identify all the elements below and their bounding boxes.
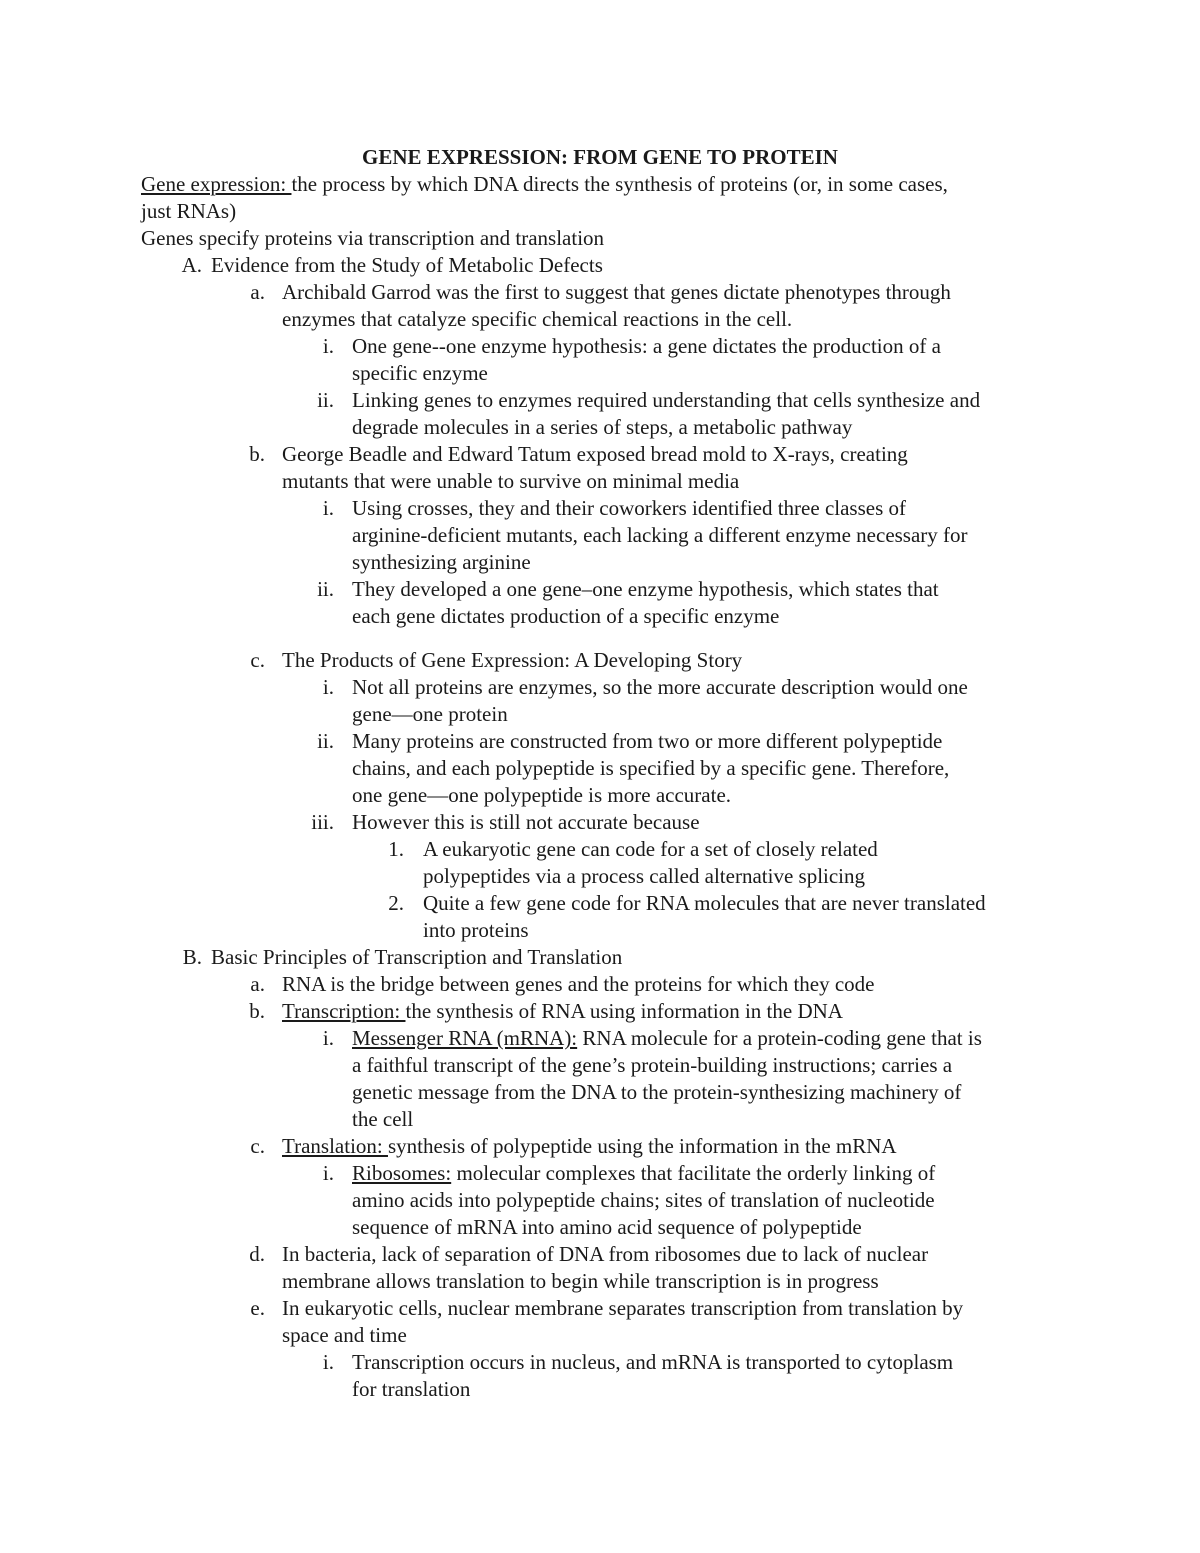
b-e-marker: e.: [250, 1296, 265, 1320]
a-c-iii-marker: iii.: [311, 810, 334, 834]
a-a-i-line2: specific enzyme: [352, 361, 488, 385]
b-e-i-line2: for translation: [352, 1377, 471, 1401]
a-c-iii-2-line2: into proteins: [423, 918, 529, 942]
b-c-i-def: molecular complexes that facilitate the orderly linking of: [451, 1161, 936, 1185]
b-b-i-line2: a faithful transcript of the gene’s protein-building instructions; carries a: [352, 1053, 953, 1077]
b-b-marker: b.: [249, 999, 265, 1023]
b-c-def: synthesis of polypeptide using the information in the mRNA: [387, 1134, 897, 1158]
a-c-marker: c.: [250, 648, 265, 672]
b-b-i-line1: [352, 1025, 982, 1052]
b-a-marker: a.: [250, 972, 265, 996]
b-b-i-line4: the cell: [352, 1107, 414, 1131]
a-b-marker: b.: [249, 442, 265, 466]
a-b-line2: mutants that were unable to survive on minimal media: [282, 469, 740, 493]
b-e-line2: space and time: [282, 1323, 407, 1347]
a-a-ii-line2: degrade molecules in a series of steps, a metabolic pathway: [352, 415, 853, 439]
a-c-iii-2-marker: 2.: [388, 891, 404, 915]
a-c-i-line2: gene—one protein: [352, 702, 508, 726]
a-c-iii-line1: However this is still not accurate because: [352, 810, 700, 834]
a-a-i-line1: One gene--one enzyme hypothesis: a gene dictates the production of a: [352, 334, 941, 358]
b-e-i-line1: Transcription occurs in nucleus, and mRNA is transported to cytoplasm: [352, 1350, 954, 1374]
a-c-ii-line1: Many proteins are constructed from two or more different polypeptide: [352, 729, 943, 753]
page-title: GENE EXPRESSION: FROM GENE TO PROTEIN: [362, 145, 838, 169]
b-b-i-line3: genetic message from the DNA to the protein-synthesizing machinery of: [352, 1080, 962, 1104]
a-a-ii-line1: Linking genes to enzymes required understanding that cells synthesize and: [352, 388, 981, 412]
b-c-term: Translation:: [282, 1134, 388, 1158]
a-b-i-line2: arginine-deficient mutants, each lacking a different enzyme necessary for: [352, 523, 968, 547]
section-b-heading: Basic Principles of Transcription and Translation: [211, 945, 623, 969]
a-c-i-marker: i.: [322, 675, 334, 699]
b-d-marker: d.: [249, 1242, 265, 1266]
a-a-ii-marker: ii.: [317, 388, 334, 412]
a-c-iii-1-line2: polypeptides via a process called alternative splicing: [423, 864, 866, 888]
b-b-i-marker: i.: [322, 1026, 334, 1050]
intro-term: Gene expression:: [141, 172, 292, 196]
b-c-i-marker: i.: [322, 1161, 334, 1185]
b-b-term: Transcription:: [282, 999, 406, 1023]
b-b-line1: [282, 998, 843, 1025]
a-b-i-marker: i.: [322, 496, 334, 520]
b-d-line1: In bacteria, lack of separation of DNA from ribosomes due to lack of nuclear: [282, 1242, 929, 1266]
b-c-i-line1: [352, 1160, 935, 1187]
b-a-line1: RNA is the bridge between genes and the proteins for which they code: [282, 972, 875, 996]
a-a-marker: a.: [250, 280, 265, 304]
a-c-iii-1-line1: A eukaryotic gene can code for a set of closely related: [423, 837, 878, 861]
a-b-i-line3: synthesizing arginine: [352, 550, 531, 574]
section-a-heading: Evidence from the Study of Metabolic Defects: [211, 253, 603, 277]
a-b-line1: George Beadle and Edward Tatum exposed bread mold to X-rays, creating: [282, 442, 908, 466]
a-a-i-marker: i.: [322, 334, 334, 358]
a-c-ii-line3: one gene—one polypeptide is more accurate.: [352, 783, 732, 807]
a-c-i-line1: Not all proteins are enzymes, so the more accurate description would one: [352, 675, 968, 699]
intro-definition: [141, 171, 948, 198]
a-a-line1: Archibald Garrod was the first to suggest that genes dictate phenotypes through: [282, 280, 951, 304]
section-b-marker: B.: [182, 945, 202, 969]
a-b-ii-line1: They developed a one gene–one enzyme hypothesis, which states that: [352, 577, 939, 601]
a-c-iii-2-line1: Quite a few gene code for RNA molecules that are never translated: [423, 891, 986, 915]
b-c-i-line3: sequence of mRNA into amino acid sequence of polypeptide: [352, 1215, 862, 1239]
a-a-line2: enzymes that catalyze specific chemical reactions in the cell.: [282, 307, 793, 331]
a-b-ii-marker: ii.: [317, 577, 334, 601]
a-b-ii-line2: each gene dictates production of a specific enzyme: [352, 604, 780, 628]
a-c-ii-marker: ii.: [317, 729, 334, 753]
a-c-iii-1-marker: 1.: [388, 837, 404, 861]
b-c-i-line2: amino acids into polypeptide chains; sites of translation of nucleotide: [352, 1188, 935, 1212]
b-b-i-def: RNA molecule for a protein-coding gene that is: [577, 1026, 982, 1050]
b-b-i-term: Messenger RNA (mRNA):: [352, 1026, 578, 1050]
section-a-marker: A.: [181, 253, 202, 277]
b-c-marker: c.: [250, 1134, 265, 1158]
b-c-line1: [282, 1133, 897, 1160]
b-e-line1: In eukaryotic cells, nuclear membrane separates transcription from translation by: [282, 1296, 964, 1320]
b-d-line2: membrane allows translation to begin while transcription is in progress: [282, 1269, 879, 1293]
intro-def-line2: just RNAs): [141, 199, 237, 223]
b-c-i-term: Ribosomes:: [352, 1161, 452, 1185]
intro-def-line1: the process by which DNA directs the synthesis of proteins (or, in some cases,: [291, 172, 948, 196]
a-c-ii-line2: chains, and each polypeptide is specified by a specific gene. Therefore,: [352, 756, 950, 780]
a-b-i-line1: Using crosses, they and their coworkers identified three classes of: [352, 496, 906, 520]
b-e-i-marker: i.: [322, 1350, 334, 1374]
b-b-def: the synthesis of RNA using information in the DNA: [405, 999, 843, 1023]
intro-genes-specify: Genes specify proteins via transcription and translation: [141, 226, 605, 250]
a-c-line1: The Products of Gene Expression: A Developing Story: [282, 648, 743, 672]
